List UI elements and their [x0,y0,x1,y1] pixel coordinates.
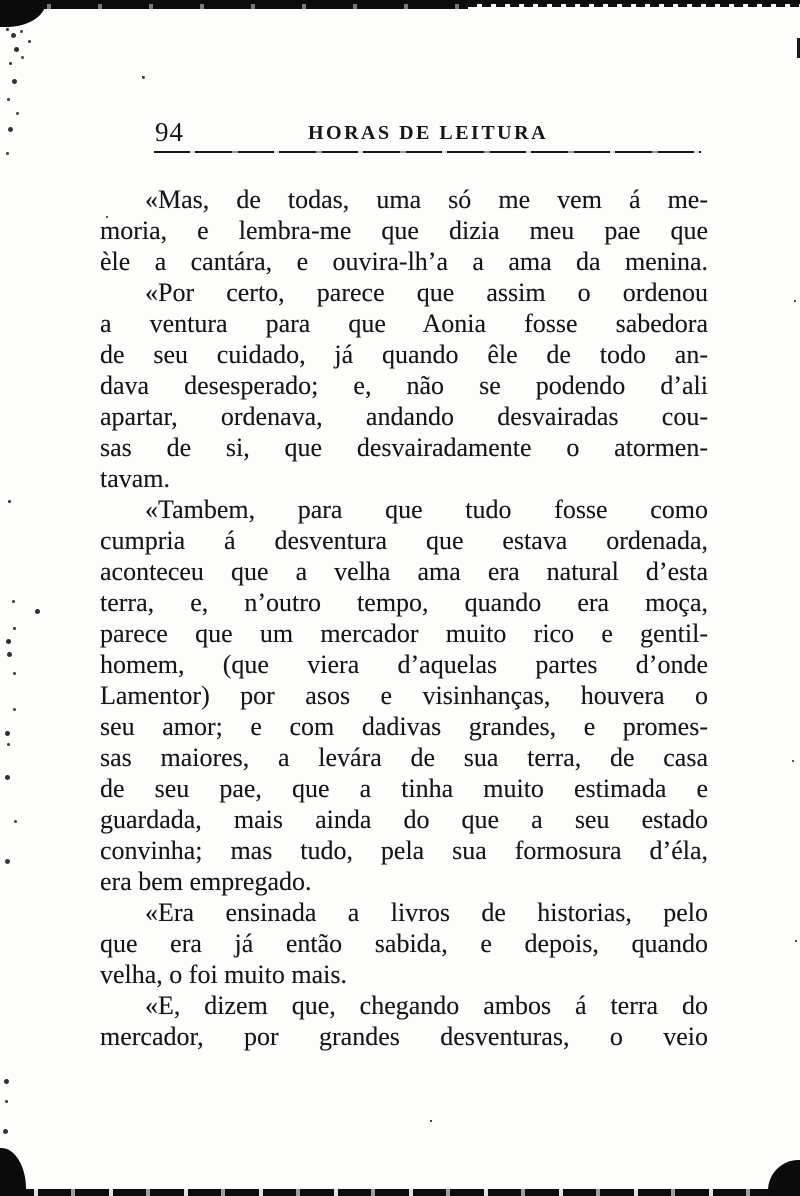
text-line: apartar, ordenava, andando desvairadas cou- [100,402,708,431]
text-line: de seu pae, que a tinha muito estimada e [100,774,708,803]
scan-artifact-top-bar-dashes [468,3,800,7]
text-line: èle a cantára, e ouvira-lh’a a ama da menina. [100,247,708,276]
text-line: aconteceu que a velha ama era natural d’esta [100,557,708,586]
text-line: velha, o foi muito mais. [100,960,347,989]
text-line: sas maiores, a levára de sua terra, de casa [100,743,708,772]
text-block [100,184,708,1052]
text-line: que era já então sabida, e depois, quando [100,929,708,958]
text-line: terra, e, n’outro tempo, quando era moça, [100,588,708,617]
scan-artifact-bottom-right-blob [768,1160,800,1196]
text-line: era bem empregado. [100,867,312,896]
scan-noise-misc [142,76,144,78]
running-title: HORAS DE LEITURA [307,122,549,144]
scan-artifact-top-left-blob [0,0,46,27]
text-line: Lamentor) por asos e visinhanças, houvera o [100,681,708,710]
text-line: convinha; mas tudo, pela sua formosura d’éla, [100,836,708,865]
text-line: de seu cuidado, já quando êle de todo an- [100,340,708,369]
text-line: parece que um mercador muito rico e gentil- [100,619,708,648]
running-head [155,118,701,148]
text-line: homem, (que viera d’aquelas partes d’onde [100,650,708,679]
scan-artifact-top-bar-thick [0,3,468,9]
text-line: «Era ensinada a livros de historias, pelo [145,898,708,927]
text-line: dava desesperado; e, não se podendo d’ali [100,371,708,400]
page-number: 94 [155,117,184,147]
scan-artifact-bottom-bar [0,1189,800,1196]
text-line: tavam. [100,464,171,493]
text-line: «Tambem, para que tudo fosse como [145,495,708,524]
text-line: guardada, mais ainda do que a seu estado [100,805,708,834]
text-line: «E, dizem que, chegando ambos á terra do [145,991,708,1020]
text-line: seu amor; e com dadivas grandes, e promes- [100,712,708,741]
scan-noise-right [794,300,796,302]
scan-noise-left-margin [8,500,11,503]
text-line: «Mas, de todas, uma só me vem á me- [145,185,708,214]
text-line: sas de si, que desvairadamente o atormen- [100,433,708,462]
text-line: mercador, por grandes desventuras, o veio [100,1022,708,1051]
scan-noise-top-left [6,28,9,31]
scan-artifact-bottom-left-blob [0,1148,26,1196]
text-line: «Por certo, parece que assim o ordenou [145,278,708,307]
text-line: a ventura para que Aonia fosse sabedora [100,309,708,338]
text-line: moria, e lembra-me que dizia meu pae que [100,216,708,245]
header-rule [154,150,701,153]
text-line: cumpria á desventura que estava ordenada, [100,526,708,555]
